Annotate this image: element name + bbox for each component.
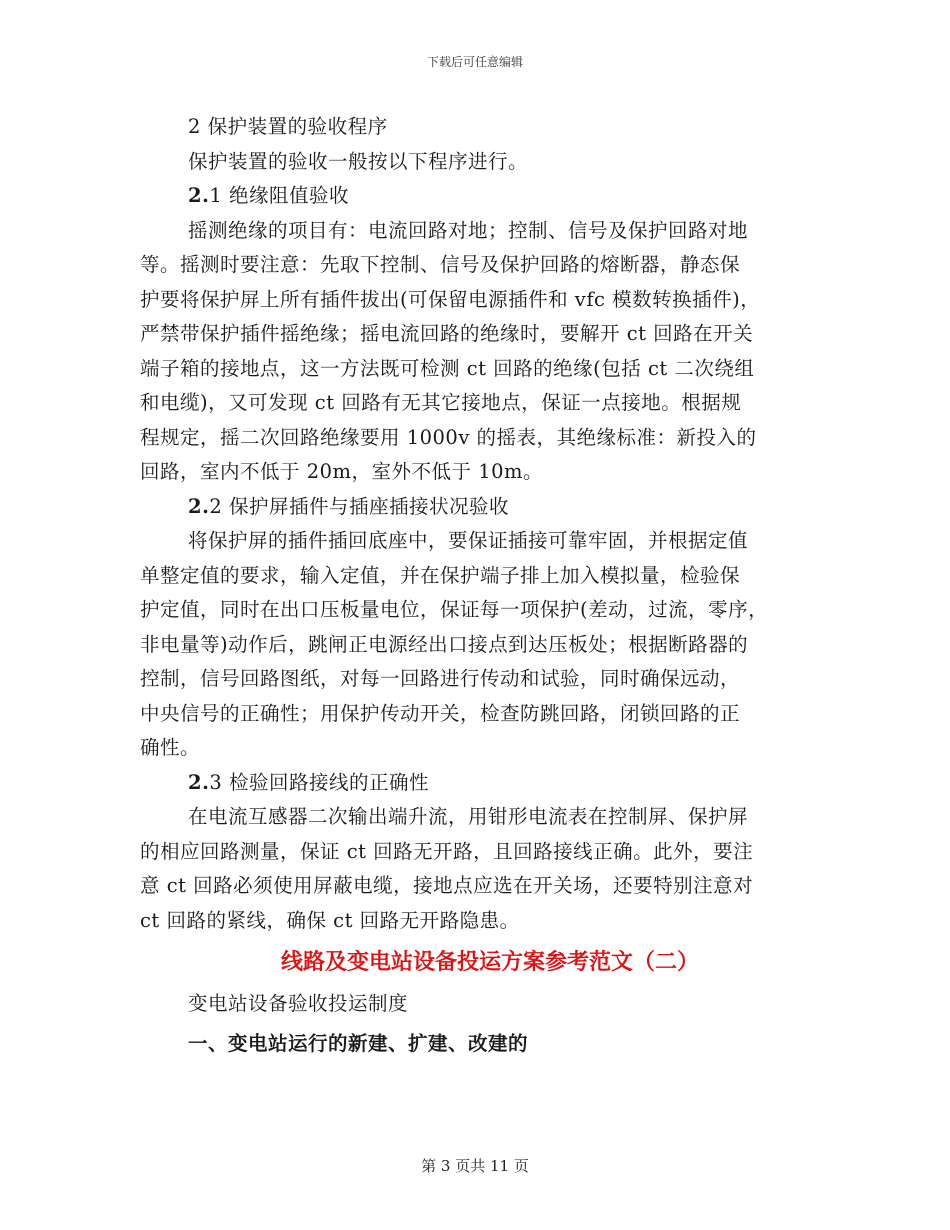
paragraph-line: 严禁带保护插件摇绝缘；摇电流回路的绝缘时，要解开 ct 回路在开关 <box>140 322 754 345</box>
paragraph-line: 等。摇测时要注意：先取下控制、信号及保护回路的熔断器，静态保 <box>140 253 741 276</box>
paragraph-line: 控制，信号回路图纸，对每一回路进行传动和试验，同时确保远动， <box>140 667 741 690</box>
section-2-3-number: 2. <box>188 770 210 794</box>
section-2-title: 2 保护装置的验收程序 <box>188 115 388 138</box>
paragraph-line: 摇测绝缘的项目有：电流回路对地；控制、信号及保护回路对地 <box>188 218 749 242</box>
red-section-title: 线路及变电站设备投运方案参考范文（二） <box>280 949 699 975</box>
section-2-1-number: 2. <box>188 184 210 207</box>
paragraph-line: 护定值，同时在出口压板量电位，保证每一项保护(差动，过流，零序， <box>140 598 769 621</box>
paragraph-line: 的相应回路测量，保证 ct 回路无开路，且回路接线正确。此外，要注 <box>140 839 754 863</box>
section-2-1-title: 1 绝缘阻值验收 <box>209 184 349 207</box>
section-2-2-heading <box>140 490 820 525</box>
paragraph-line: 中央信号的正确性；用保护传动开关，检查防跳回路，闭锁回路的正 <box>140 701 741 725</box>
section-2-3-heading <box>140 766 820 801</box>
document-body <box>140 110 820 1064</box>
section-2-2-title: 2 保护屏插件与插座插接状况验收 <box>209 494 509 518</box>
paragraph-line: 非电量等)动作后，跳闸正电源经出口接点到达压板处；根据断路器的 <box>140 632 749 656</box>
sub-title: 变电站设备验收投运制度 <box>188 992 409 1015</box>
section-2-2-number: 2. <box>188 494 210 518</box>
page-header: 下载后可任意编辑 <box>426 55 523 69</box>
section-2-intro: 保护装置的验收一般按以下程序进行。 <box>188 149 529 173</box>
bold-heading: 一、变电站运行的新建、扩建、改建的 <box>188 1032 529 1055</box>
paragraph-line: 意 ct 回路必须使用屏蔽电缆，接地点应选在开关场，还要特别注意对 <box>140 874 754 897</box>
paragraph-line: 将保护屏的插件插回底座中，要保证插接可靠牢固，并根据定值 <box>188 529 749 552</box>
paragraph-line: 护要将保护屏上所有插件拔出(可保留电源插件和 vfc 模数转换插件)， <box>140 287 761 311</box>
paragraph-line: ct 回路的紧线，确保 ct 回路无开路隐患。 <box>140 908 520 932</box>
paragraph-line: 和电缆)，又可发现 ct 回路有无其它接地点，保证一点接地。根据规 <box>140 391 742 414</box>
section-2-3-title: 3 检验回路接线的正确性 <box>209 770 429 794</box>
paragraph-line: 单整定值的要求，输入定值，并在保护端子排上加入模拟量，检验保 <box>140 563 741 587</box>
paragraph-line: 在电流互感器二次输出端升流，用钳形电流表在控制屏、保护屏 <box>188 805 749 828</box>
section-2-1-heading <box>140 179 820 214</box>
paragraph-line: 程规定，摇二次回路绝缘要用 1000v 的摇表，其绝缘标准：新投入的 <box>140 425 757 449</box>
paragraph-line: 回路，室内不低于 20m，室外不低于 10m。 <box>140 460 544 483</box>
page-footer: 第 3 页共 11 页 <box>421 1157 529 1175</box>
paragraph-line: 端子箱的接地点，这一方法既可检测 ct 回路的绝缘(包括 ct 二次绕组 <box>140 356 755 380</box>
paragraph-line: 确性。 <box>140 736 201 759</box>
